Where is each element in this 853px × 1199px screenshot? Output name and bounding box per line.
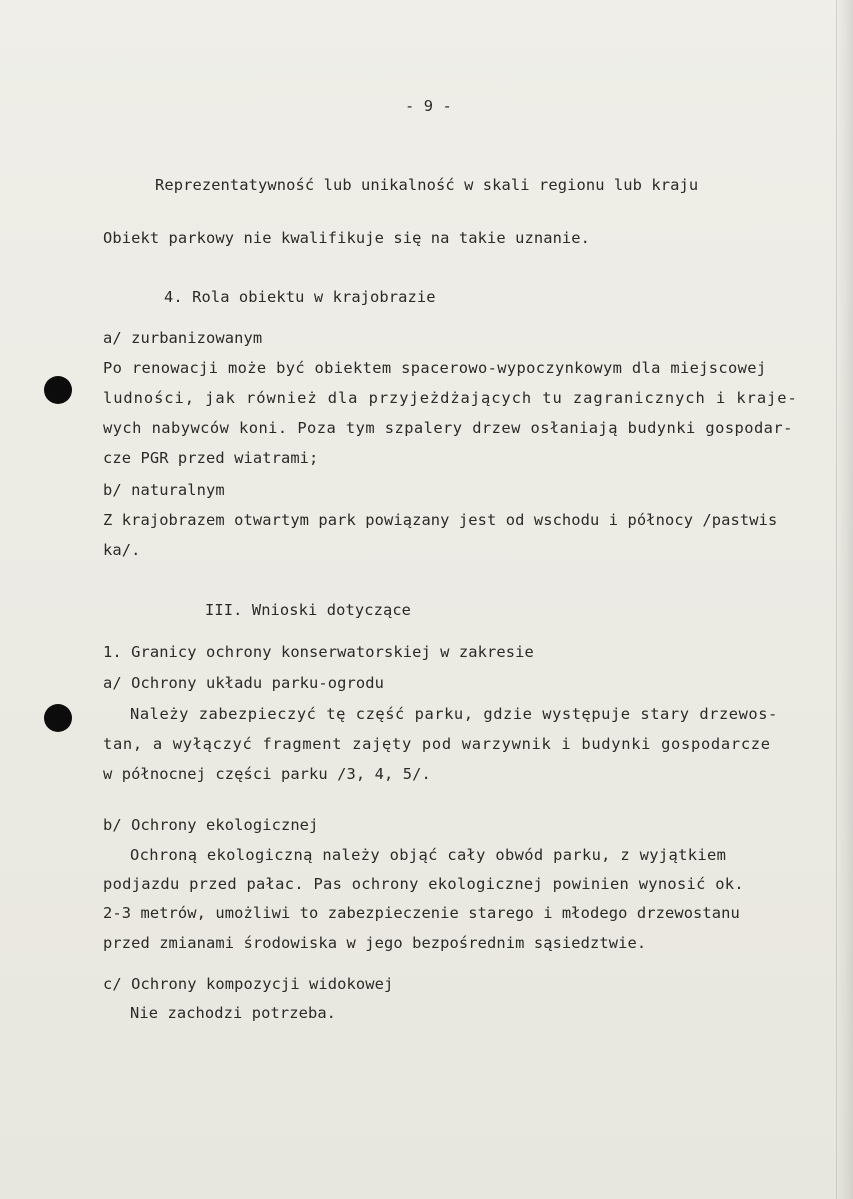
page-edge-line	[836, 0, 837, 1199]
conclusions-item-1: 1. Granicy ochrony konserwatorskiej w zakresie	[103, 643, 534, 661]
page-edge-shadow	[835, 0, 853, 1199]
page-number: - 9 -	[405, 97, 452, 115]
role-b-label: b/ naturalnym	[103, 481, 225, 499]
conclusions-c-label: c/ Ochrony kompozycji widokowej	[103, 975, 394, 993]
representativeness-text: Obiekt parkowy nie kwalifikuje się na takie uznanie.	[103, 229, 591, 247]
conclusions-b-line: przed zmianami środowiska w jego bezpośrednim sąsiedztwie.	[103, 934, 647, 952]
punch-hole-bottom	[44, 704, 72, 732]
role-a-line: cze PGR przed wiatrami;	[103, 449, 319, 467]
conclusions-b-line: 2-3 metrów, umożliwi to zabezpieczenie starego i młodego drzewostanu	[103, 904, 740, 922]
conclusions-b-label: b/ Ochrony ekologicznej	[103, 816, 319, 834]
punch-hole-top	[44, 376, 72, 404]
conclusions-a-line: tan, a wyłączyć fragment zajęty pod warzywnik i budynki gospodarcze	[103, 735, 771, 753]
conclusions-a-label: a/ Ochrony układu parku-ogrodu	[103, 674, 384, 692]
representativeness-heading: Reprezentatywność lub unikalność w skali regionu lub kraju	[155, 176, 699, 194]
role-b-line: Z krajobrazem otwartym park powiązany jest od wschodu i północy /pastwis	[103, 511, 778, 529]
role-heading: 4. Rola obiektu w krajobrazie	[164, 288, 436, 306]
conclusions-c-text: Nie zachodzi potrzeba.	[130, 1004, 337, 1022]
conclusions-heading: III. Wnioski dotyczące	[205, 601, 412, 619]
role-a-line: ludności, jak również dla przyjeżdżających tu zagranicznych i kraje-	[103, 389, 798, 407]
conclusions-b-line: podjazdu przed pałac. Pas ochrony ekologicznej powinien wynosić ok.	[103, 875, 744, 893]
conclusions-a-line: w północnej części parku /3, 4, 5/.	[103, 765, 431, 783]
conclusions-b-line: Ochroną ekologiczną należy objąć cały obwód parku, z wyjątkiem	[130, 846, 727, 864]
role-a-line: wych nabywców koni. Poza tym szpalery drzew osłaniają budynki gospodar-	[103, 419, 793, 437]
role-b-line: ka/.	[103, 541, 141, 559]
role-a-label: a/ zurbanizowanym	[103, 329, 263, 347]
role-a-line: Po renowacji może być obiektem spacerowo-wypoczynkowym dla miejscowej	[103, 359, 767, 377]
conclusions-a-line: Należy zabezpieczyć tę część parku, gdzie występuje stary drzewos-	[130, 705, 778, 723]
